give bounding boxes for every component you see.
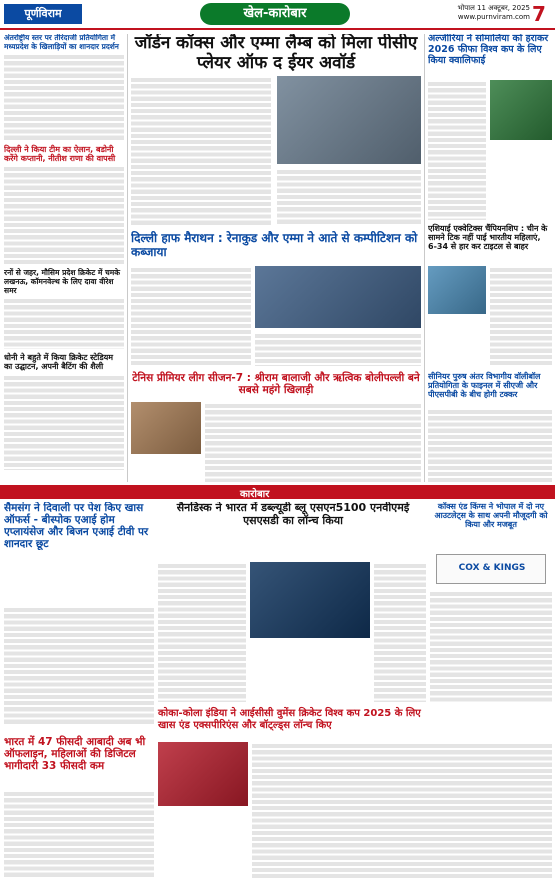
center-headline-1: जॉर्डन कॉक्स और एम्मा लैम्ब को मिला पीसीए प्लेयर ऑफ द ईयर अवॉर्ड bbox=[134, 34, 418, 73]
right-headline-3: सीनियर पुरुष अंतर विभागीय वॉलीबॉल प्रतियोगिता के फाइनल में सीएजी और पीएसपीबी के बीच होगी टक्कर bbox=[428, 372, 541, 400]
football-photo bbox=[490, 80, 552, 140]
product-photo bbox=[250, 562, 370, 638]
dateline bbox=[420, 4, 530, 22]
article-text-block bbox=[277, 168, 421, 226]
business-headline-3: सैनडिस्क ने भारत में डब्ल्यूडी ब्लू एसएन5100 एनवीएमई एसएसडी का लॉन्च किया bbox=[176, 502, 410, 527]
left-headline-1: अंतर्राष्ट्रीय स्तर पर तीरंदाजी प्रतियोगिता में मध्यप्रदेश के खिलाड़ियों का शानदार प्रदर्शन bbox=[4, 34, 119, 51]
awards-photo bbox=[277, 76, 421, 164]
coca-cola-photo bbox=[158, 742, 248, 806]
column-divider bbox=[424, 34, 425, 482]
cox-kings-logo bbox=[436, 554, 546, 584]
tennis-photo bbox=[131, 402, 201, 454]
bottom-center bbox=[158, 502, 428, 562]
article-text-block bbox=[4, 297, 124, 349]
article-text-block bbox=[131, 266, 251, 366]
article-text-block bbox=[252, 742, 552, 878]
article-text-block bbox=[158, 562, 246, 702]
article-text-block bbox=[4, 606, 154, 726]
article-text-block bbox=[4, 53, 124, 141]
bottom-right bbox=[430, 502, 552, 702]
article-text-block bbox=[205, 402, 421, 482]
section-title: खेल-कारोबार bbox=[200, 3, 350, 25]
site-url: www.purnviram.com bbox=[457, 13, 530, 21]
band-label: कारोबार bbox=[240, 489, 270, 500]
business-headline-1: सैमसंग ने दिवाली पर पेश किए खास ऑफर्स - बीस्पोक एआई होम एप्लायंसेज और बिजन एआई टीवी पर शानदार छूट bbox=[4, 502, 149, 551]
left-headline-2: दिल्ली ने किया टीम का ऐलान, बडोनी करेंगे कप्तानी, नीतीश राणा की वापसी bbox=[4, 145, 116, 164]
article-text-block bbox=[430, 590, 552, 702]
article-text-block bbox=[4, 165, 124, 265]
date-text: भोपाल 11 अक्टूबर, 2025 bbox=[457, 4, 530, 12]
ad-logo-text: COX & KINGS bbox=[458, 563, 526, 573]
bottom-left bbox=[4, 502, 154, 602]
article-text-block bbox=[4, 790, 154, 878]
article-text-block bbox=[131, 76, 271, 226]
center-headline-2: दिल्ली हाफ मैराथन : रेनाकुड और एम्मा ने आते से कम्पीटिशन को कब्जाया bbox=[131, 231, 418, 259]
marathon-photo bbox=[255, 266, 421, 328]
article-text-block bbox=[428, 408, 552, 482]
section-band bbox=[0, 485, 555, 499]
center-column bbox=[131, 34, 421, 482]
page-number: 7 bbox=[532, 2, 546, 26]
article-text-block bbox=[374, 562, 426, 702]
center-headline-3: टेनिस प्रीमियर लीग सीजन-7 : श्रीराम बालाजी और ऋत्विक बोलीपल्ली बने सबसे महंगे खिलाड़ी bbox=[132, 372, 420, 397]
article-text-block bbox=[428, 80, 486, 220]
swimming-photo bbox=[428, 266, 486, 314]
business-headline-2: भारत में 47 फीसदी आबादी अब भी ऑफलाइन, महिलाओं की डिजिटल भागीदारी 33 फीसदी कम bbox=[4, 736, 146, 773]
article-text-block bbox=[4, 374, 124, 470]
article-text-block bbox=[490, 266, 552, 366]
brand-logo: पूर्णविराम bbox=[4, 4, 82, 24]
article-text-block bbox=[255, 332, 421, 366]
business-headline-4: कोका-कोला इंडिया ने आईसीसी वुमेंस क्रिकेट विश्व कप 2025 के लिए खास एंड एक्सपीरिएंस और बॉट्ल्ड्स लॉन्च किए bbox=[158, 708, 421, 731]
left-headline-4: धोनी ने बहुते में किया क्रिकेट स्टेडियम का उद्घाटन, अपनी बैटिंग की शैली bbox=[4, 353, 114, 372]
left-headline-3: रनों से जहर, मौसिम प्रदेश क्रिकेट में चमके लखनऊ, कॉमनवेल्थ के लिए दावा वीरेश समर bbox=[4, 268, 120, 295]
right-column bbox=[428, 34, 552, 482]
masthead bbox=[0, 0, 555, 30]
column-divider bbox=[127, 34, 128, 482]
right-headline-2: एशियाई एक्वेटिक्स चैंपियनशिप : चीन के सामने टिक नहीं पाई भारतीय महिलाएं, 6-34 से हार कर टाइटल से बाहर bbox=[428, 224, 548, 252]
right-headline-1: अल्जीरिया ने सोमालिया को हराकर 2026 फीफा विश्व कप के लिए किया क्वालिफाई bbox=[428, 34, 549, 66]
left-column bbox=[4, 34, 124, 482]
business-headline-5: कॉक्स एंड किंग्स ने भोपाल में दो नए आउटलेट्स के साथ अपनी मौजूदगी को किया और मजबूत bbox=[434, 502, 548, 530]
